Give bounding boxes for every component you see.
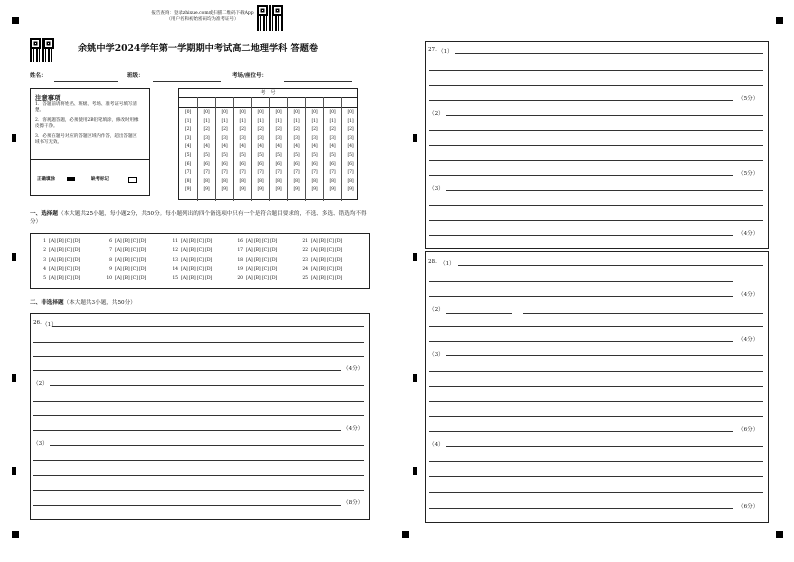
exam-digit-bubble[interactable]: [9] xyxy=(221,187,228,193)
exam-digit-bubble[interactable]: [0] xyxy=(203,110,210,115)
answer-line[interactable] xyxy=(429,130,763,131)
exam-digit-bubble[interactable]: [9] xyxy=(311,187,318,193)
q26-part3-score: （8分） xyxy=(343,500,364,506)
exam-digit-bubble[interactable]: [1] xyxy=(329,118,336,124)
mc-options[interactable]: [A] [B] [C] [D] xyxy=(246,266,278,272)
answer-line[interactable] xyxy=(429,100,733,101)
answer-line[interactable] xyxy=(429,296,733,297)
exam-number-column xyxy=(251,97,269,201)
answer-line[interactable] xyxy=(429,401,763,402)
exam-number-column xyxy=(323,97,341,201)
mc-question-row[interactable] xyxy=(234,258,277,263)
exam-digit-bubble[interactable]: [9] xyxy=(185,187,191,193)
mc-question-row[interactable] xyxy=(37,239,80,244)
answer-line[interactable] xyxy=(429,160,763,161)
student-qr-code xyxy=(30,38,54,62)
exam-digit-bubble[interactable]: [0] xyxy=(185,110,191,115)
exam-number-column xyxy=(197,97,215,201)
exam-digit-bubble[interactable]: [7] xyxy=(257,170,264,176)
exam-digit-bubble[interactable]: [9] xyxy=(239,187,246,193)
q28-part3-label: （3） xyxy=(429,352,444,358)
q28-part3-score: （6分） xyxy=(738,427,759,433)
mc-options[interactable]: [A] [B] [C] [D] xyxy=(49,239,81,244)
side-mark xyxy=(12,134,16,142)
mc-question-number: 20 xyxy=(237,276,243,282)
mc-question-row[interactable] xyxy=(103,258,146,263)
answer-line[interactable] xyxy=(429,175,733,176)
answer-line[interactable] xyxy=(429,220,763,221)
exam-digit-bubble[interactable]: [4] xyxy=(293,144,300,150)
mc-question-row[interactable] xyxy=(299,258,342,263)
answer-line[interactable] xyxy=(446,190,763,191)
q26-part2-score: （4分） xyxy=(343,426,364,432)
exam-digit-bubble[interactable]: [1] xyxy=(311,118,318,124)
mc-question-number: 16 xyxy=(237,239,243,244)
answer-line[interactable] xyxy=(523,313,763,314)
exam-digit-bubble[interactable]: [4] xyxy=(185,144,191,150)
exam-digit-bubble[interactable]: [2] xyxy=(257,127,264,133)
mc-question-number: 6 xyxy=(109,239,112,244)
mc-question-row[interactable] xyxy=(299,248,342,253)
answer-line[interactable] xyxy=(429,70,763,71)
q27-part2-score: （5分） xyxy=(738,171,759,177)
correct-fill-sample xyxy=(67,177,75,181)
section1-header xyxy=(30,211,370,226)
exam-digit-bubble[interactable]: [8] xyxy=(185,178,191,184)
registration-mark xyxy=(12,531,19,538)
q26-number: 26. xyxy=(33,320,42,326)
exam-digit-bubble[interactable]: [1] xyxy=(185,118,191,124)
exam-digit-bubble[interactable]: [4] xyxy=(221,144,228,150)
mc-question-number: 13 xyxy=(172,257,178,263)
answer-line[interactable] xyxy=(446,355,763,356)
exam-digit-bubble[interactable]: [7] xyxy=(239,170,246,176)
exam-digit-bubble[interactable]: [9] xyxy=(329,187,336,193)
mc-question-row[interactable] xyxy=(169,276,212,281)
mc-question-row[interactable] xyxy=(103,239,146,244)
mc-question-row[interactable] xyxy=(299,267,342,272)
answer-line[interactable] xyxy=(33,460,364,461)
exam-digit-bubble[interactable]: [6] xyxy=(239,161,246,167)
answer-line[interactable] xyxy=(52,326,364,327)
notice-title: 注意事项 xyxy=(35,94,61,102)
exam-digit-bubble[interactable]: [7] xyxy=(293,170,300,176)
mc-options[interactable]: [A] [B] [C] [D] xyxy=(49,248,81,254)
q27-part3-label: （3） xyxy=(429,186,444,192)
exam-digit-bubble[interactable]: [2] xyxy=(185,127,191,133)
exam-digit-bubble[interactable]: [0] xyxy=(311,110,318,115)
mc-question-row[interactable] xyxy=(37,276,80,281)
mc-question-number: 17 xyxy=(237,248,243,254)
mc-question-number: 22 xyxy=(302,248,308,254)
answer-line[interactable] xyxy=(429,431,733,432)
section2-header xyxy=(30,298,136,306)
exam-digit-bubble[interactable]: [1] xyxy=(347,118,354,124)
exam-digit-bubble[interactable]: [3] xyxy=(203,135,210,141)
exam-digit-bubble[interactable]: [3] xyxy=(311,135,318,141)
mc-question-number: 23 xyxy=(302,257,308,263)
mc-question-number: 2 xyxy=(43,248,46,254)
exam-digit-bubble[interactable]: [4] xyxy=(203,144,210,150)
exam-digit-bubble[interactable]: [0] xyxy=(239,110,246,115)
side-mark xyxy=(413,467,417,475)
notice-box xyxy=(30,88,150,196)
exam-digit-bubble[interactable]: [3] xyxy=(257,135,264,141)
mc-question-number: 4 xyxy=(43,266,46,272)
exam-digit-bubble[interactable]: [8] xyxy=(293,178,300,184)
side-mark xyxy=(12,253,16,261)
answer-line[interactable] xyxy=(455,53,763,54)
exam-digit-bubble[interactable]: [7] xyxy=(311,170,318,176)
exam-digit-bubble[interactable]: [3] xyxy=(347,135,354,141)
q27-number: 27. xyxy=(428,47,437,53)
exam-number-column xyxy=(287,97,305,201)
exam-digit-bubble[interactable]: [8] xyxy=(221,178,228,184)
exam-digit-bubble[interactable]: [0] xyxy=(221,110,228,115)
exam-digit-bubble[interactable]: [6] xyxy=(329,161,336,167)
q28-part2-score: （4分） xyxy=(738,337,759,343)
mc-options[interactable]: [A] [B] [C] [D] xyxy=(115,276,147,282)
exam-digit-bubble[interactable]: [7] xyxy=(329,170,336,176)
exam-digit-bubble[interactable]: [4] xyxy=(275,144,282,150)
answer-line[interactable] xyxy=(429,461,763,462)
registration-mark xyxy=(12,17,19,24)
exam-number-header: 考 号 xyxy=(179,89,357,98)
exam-digit-bubble[interactable]: [7] xyxy=(347,170,354,176)
class-field[interactable] xyxy=(153,81,221,82)
exam-digit-bubble[interactable]: [8] xyxy=(329,178,336,184)
answer-line[interactable] xyxy=(50,445,364,446)
report-note-line1: 报告查询：登录zhixue.com或扫描二维码下载App xyxy=(151,11,254,16)
exam-digit-bubble[interactable]: [5] xyxy=(275,152,282,158)
side-mark xyxy=(12,467,16,475)
mc-question-number: 15 xyxy=(172,276,178,282)
mc-options[interactable]: [A] [B] [C] [D] xyxy=(115,239,147,244)
exam-number-columns xyxy=(179,107,357,199)
mc-question-number: 19 xyxy=(237,266,243,272)
exam-digit-bubble[interactable]: [8] xyxy=(203,178,210,184)
answer-line[interactable] xyxy=(33,370,341,371)
exam-digit-bubble[interactable]: [7] xyxy=(275,170,282,176)
exam-digit-bubble[interactable]: [8] xyxy=(239,178,246,184)
exam-digit-bubble[interactable]: [3] xyxy=(185,135,191,141)
exam-digit-bubble[interactable]: [4] xyxy=(347,144,354,150)
notice-item: 1．答题前请将姓名、班级、考场、准考证号填写清楚。 xyxy=(35,102,137,113)
side-mark xyxy=(12,374,16,382)
exam-digit-bubble[interactable]: [2] xyxy=(347,127,354,133)
exam-digit-bubble[interactable]: [8] xyxy=(347,178,354,184)
mc-options[interactable]: [A] [B] [C] [D] xyxy=(49,276,81,282)
answer-line[interactable] xyxy=(33,401,364,402)
mc-options[interactable]: [A] [B] [C] [D] xyxy=(49,257,81,263)
notice-item: 3．必须在题号对应的答题区域内作答，超出答题区域书写无效。 xyxy=(35,134,137,145)
mc-options[interactable]: [A] [B] [C] [D] xyxy=(246,257,278,263)
mc-question-number: 8 xyxy=(109,257,112,263)
section1-title: 一、选择题 xyxy=(30,211,58,217)
mc-options[interactable]: [A] [B] [C] [D] xyxy=(181,276,213,282)
exam-digit-bubble[interactable]: [4] xyxy=(239,144,246,150)
exam-digit-bubble[interactable]: [9] xyxy=(203,187,210,193)
mc-question-row[interactable] xyxy=(37,248,80,253)
exam-digit-bubble[interactable]: [6] xyxy=(347,161,354,167)
exam-digit-bubble[interactable]: [2] xyxy=(311,127,318,133)
exam-digit-bubble[interactable]: [6] xyxy=(185,161,191,167)
exam-digit-bubble[interactable]: [7] xyxy=(203,170,210,176)
q28-answer-box xyxy=(425,251,769,523)
side-mark xyxy=(413,374,417,382)
answer-line[interactable] xyxy=(33,415,364,416)
mc-question-number: 11 xyxy=(172,239,178,244)
mc-answer-box xyxy=(30,233,370,289)
q26-part2-label: （2） xyxy=(33,381,48,387)
q26-part1-label: （1） xyxy=(42,322,57,328)
answer-line[interactable] xyxy=(429,341,733,342)
answer-line[interactable] xyxy=(50,385,364,386)
mc-question-row[interactable] xyxy=(103,276,146,281)
exam-digit-bubble[interactable]: [2] xyxy=(203,127,210,133)
mc-options[interactable]: [A] [B] [C] [D] xyxy=(311,239,343,244)
mc-options[interactable]: [A] [B] [C] [D] xyxy=(115,257,147,263)
exam-number-grid xyxy=(178,88,358,200)
exam-digit-bubble[interactable]: [9] xyxy=(275,187,282,193)
exam-digit-bubble[interactable]: [5] xyxy=(347,152,354,158)
section1-desc: （本大题共25小题，每小题2分，共50分。每小题列出的四个备选项中只有一个是符合题目要求的，不选、多选、错选均不得分） xyxy=(30,211,367,225)
answer-line[interactable] xyxy=(33,505,341,506)
mc-question-row[interactable] xyxy=(234,239,277,244)
exam-digit-bubble[interactable]: [2] xyxy=(275,127,282,133)
answer-line[interactable] xyxy=(33,475,364,476)
mc-question-number: 9 xyxy=(109,266,112,272)
mc-question-number: 18 xyxy=(237,257,243,263)
mc-options[interactable]: [A] [B] [C] [D] xyxy=(311,248,343,254)
mc-options[interactable]: [A] [B] [C] [D] xyxy=(246,239,278,244)
q28-part2-label: （2） xyxy=(429,307,444,313)
exam-digit-bubble[interactable]: [1] xyxy=(203,118,210,124)
answer-line[interactable] xyxy=(33,490,364,491)
download-qr-code xyxy=(257,5,283,31)
registration-mark xyxy=(402,531,409,538)
exam-digit-bubble[interactable]: [5] xyxy=(257,152,264,158)
mc-options[interactable]: [A] [B] [C] [D] xyxy=(181,266,213,272)
mc-question-row[interactable] xyxy=(37,267,80,272)
exam-digit-bubble[interactable]: [2] xyxy=(221,127,228,133)
q28-part1-label: （1） xyxy=(440,261,455,267)
exam-digit-bubble[interactable]: [7] xyxy=(185,170,191,176)
answer-line[interactable] xyxy=(33,342,364,343)
exam-digit-bubble[interactable]: [8] xyxy=(257,178,264,184)
exam-digit-bubble[interactable]: [4] xyxy=(329,144,336,150)
mc-area xyxy=(31,234,369,288)
answer-line[interactable] xyxy=(446,115,763,116)
mc-question-number: 1 xyxy=(43,239,46,244)
answer-line[interactable] xyxy=(429,476,763,477)
exam-digit-bubble[interactable]: [1] xyxy=(221,118,228,124)
section2-title: 二、非选择题 xyxy=(30,300,64,306)
mc-question-row[interactable] xyxy=(103,248,146,253)
q28-part4-label: （4） xyxy=(429,442,444,448)
answer-line[interactable] xyxy=(429,508,733,509)
exam-digit-bubble[interactable]: [6] xyxy=(311,161,318,167)
mc-options[interactable]: [A] [B] [C] [D] xyxy=(246,276,278,282)
answer-line[interactable] xyxy=(429,416,763,417)
exam-digit-bubble[interactable]: [1] xyxy=(257,118,264,124)
mc-question-row[interactable] xyxy=(299,276,342,281)
answer-line[interactable] xyxy=(33,356,364,357)
exam-digit-bubble[interactable]: [5] xyxy=(203,152,210,158)
mc-question-row[interactable] xyxy=(169,239,212,244)
q28-part1-score: （4分） xyxy=(738,292,759,298)
q26-part3-label: （3） xyxy=(33,441,48,447)
exam-number-column xyxy=(233,97,251,201)
exam-digit-bubble[interactable]: [3] xyxy=(275,135,282,141)
q26-part1-score: （4分） xyxy=(343,366,364,372)
mc-question-number: 3 xyxy=(43,257,46,263)
mc-question-number: 25 xyxy=(302,276,308,282)
exam-digit-bubble[interactable]: [0] xyxy=(257,110,264,115)
registration-mark xyxy=(776,17,783,24)
answer-line[interactable] xyxy=(429,235,733,236)
exam-digit-bubble[interactable]: [3] xyxy=(221,135,228,141)
exam-digit-bubble[interactable]: [0] xyxy=(329,110,336,115)
mc-options[interactable]: [A] [B] [C] [D] xyxy=(181,248,213,254)
exam-digit-bubble[interactable]: [6] xyxy=(293,161,300,167)
mc-question-number: 24 xyxy=(302,266,308,272)
exam-digit-bubble[interactable]: [1] xyxy=(239,118,246,124)
mc-options[interactable]: [A] [B] [C] [D] xyxy=(181,257,213,263)
exam-digit-bubble[interactable]: [3] xyxy=(293,135,300,141)
class-label: 班级： xyxy=(127,73,144,79)
exam-digit-bubble[interactable]: [9] xyxy=(347,187,354,193)
exam-digit-bubble[interactable]: [6] xyxy=(257,161,264,167)
answer-line[interactable] xyxy=(429,386,763,387)
side-mark xyxy=(413,253,417,261)
mc-options[interactable]: [A] [B] [C] [D] xyxy=(115,266,147,272)
section2-desc: （本大题共3小题，共50分） xyxy=(63,300,136,306)
exam-digit-bubble[interactable]: [6] xyxy=(275,161,282,167)
exam-digit-bubble[interactable]: [4] xyxy=(257,144,264,150)
exam-digit-bubble[interactable]: [0] xyxy=(347,110,354,115)
exam-digit-bubble[interactable]: [5] xyxy=(329,152,336,158)
notice-item: 2．客观题答题，必须使用2B铅笔填涂，修改时用橡皮擦干净。 xyxy=(35,118,139,129)
mc-question-number: 14 xyxy=(172,266,178,272)
exam-digit-bubble[interactable]: [2] xyxy=(329,127,336,133)
mc-question-row[interactable] xyxy=(234,248,277,253)
mc-options[interactable]: [A] [B] [C] [D] xyxy=(181,239,213,244)
answer-line[interactable] xyxy=(429,371,763,372)
exam-digit-bubble[interactable]: [2] xyxy=(293,127,300,133)
answer-line[interactable] xyxy=(429,492,763,493)
exam-number-column xyxy=(179,97,197,201)
exam-number-column xyxy=(305,97,323,201)
name-label: 姓名： xyxy=(30,73,47,79)
exam-digit-bubble[interactable]: [7] xyxy=(221,170,228,176)
mc-question-number: 10 xyxy=(106,276,112,282)
answer-line[interactable] xyxy=(429,281,733,282)
q27-part1-label: （1） xyxy=(438,49,453,55)
mc-question-row[interactable] xyxy=(37,258,80,263)
absent-label: 缺考标记 xyxy=(91,177,109,182)
mc-options[interactable]: [A] [B] [C] [D] xyxy=(49,266,81,272)
seat-field[interactable] xyxy=(284,81,352,82)
exam-digit-bubble[interactable]: [4] xyxy=(311,144,318,150)
mc-question-row[interactable] xyxy=(234,267,277,272)
exam-digit-bubble[interactable]: [5] xyxy=(221,152,228,158)
mc-options[interactable]: [A] [B] [C] [D] xyxy=(311,266,343,272)
mc-question-row[interactable] xyxy=(299,239,342,244)
mc-options[interactable]: [A] [B] [C] [D] xyxy=(311,276,343,282)
exam-digit-bubble[interactable]: [6] xyxy=(203,161,210,167)
exam-digit-bubble[interactable]: [6] xyxy=(221,161,228,167)
exam-digit-bubble[interactable]: [5] xyxy=(185,152,191,158)
exam-digit-bubble[interactable]: [0] xyxy=(275,110,282,115)
answer-line[interactable] xyxy=(429,85,763,86)
absent-mark-box[interactable] xyxy=(128,177,137,183)
q28-number: 28. xyxy=(428,259,437,265)
mc-question-row[interactable] xyxy=(169,258,212,263)
exam-digit-bubble[interactable]: [0] xyxy=(293,110,300,115)
exam-digit-bubble[interactable]: [5] xyxy=(311,152,318,158)
q26-answer-box xyxy=(30,313,370,520)
q28-part4-score: （6分） xyxy=(738,504,759,510)
mc-question-number: 7 xyxy=(109,248,112,254)
exam-digit-bubble[interactable]: [9] xyxy=(257,187,264,193)
mc-question-number: 21 xyxy=(302,239,308,244)
exam-digit-bubble[interactable]: [5] xyxy=(239,152,246,158)
answer-line[interactable] xyxy=(458,265,763,266)
exam-digit-bubble[interactable]: [1] xyxy=(293,118,300,124)
mc-question-row[interactable] xyxy=(234,276,277,281)
mc-options[interactable]: [A] [B] [C] [D] xyxy=(311,257,343,263)
exam-digit-bubble[interactable]: [9] xyxy=(293,187,300,193)
exam-digit-bubble[interactable]: [8] xyxy=(311,178,318,184)
mc-question-number: 12 xyxy=(172,248,178,254)
answer-line[interactable] xyxy=(429,326,763,327)
exam-digit-bubble[interactable]: [8] xyxy=(275,178,282,184)
answer-line[interactable] xyxy=(446,446,763,447)
exam-digit-bubble[interactable]: [3] xyxy=(329,135,336,141)
answer-line[interactable] xyxy=(446,313,512,314)
exam-digit-bubble[interactable]: [5] xyxy=(293,152,300,158)
exam-number-column xyxy=(215,97,233,201)
exam-number-column xyxy=(269,97,287,201)
mc-question-row[interactable] xyxy=(103,267,146,272)
correct-fill-label: 正确填涂 xyxy=(37,177,55,182)
exam-digit-bubble[interactable]: [3] xyxy=(239,135,246,141)
q27-part1-score: （5分） xyxy=(738,96,759,102)
side-mark xyxy=(413,134,417,142)
answer-line[interactable] xyxy=(429,205,763,206)
mc-question-number: 5 xyxy=(43,276,46,282)
report-note xyxy=(150,11,255,22)
exam-number-column xyxy=(341,97,359,201)
mc-question-row[interactable] xyxy=(169,267,212,272)
answer-line[interactable] xyxy=(429,145,763,146)
exam-digit-bubble[interactable]: [1] xyxy=(275,118,282,124)
name-field[interactable] xyxy=(54,81,118,82)
mc-question-row[interactable] xyxy=(169,248,212,253)
report-note-line2: （用户名和初始密码均为准考证号） xyxy=(166,16,239,22)
q27-part3-score: （4分） xyxy=(738,231,759,237)
seat-label: 考场/座位号： xyxy=(232,73,268,79)
answer-line[interactable] xyxy=(33,430,341,431)
mc-options[interactable]: [A] [B] [C] [D] xyxy=(115,248,147,254)
q27-part2-label: （2） xyxy=(429,111,444,117)
exam-digit-bubble[interactable]: [2] xyxy=(239,127,246,133)
mc-options[interactable]: [A] [B] [C] [D] xyxy=(246,248,278,254)
registration-mark xyxy=(776,531,783,538)
page-title: 余姚中学2024学年第一学期期中考试高二地理学科 答题卷 xyxy=(78,43,319,54)
